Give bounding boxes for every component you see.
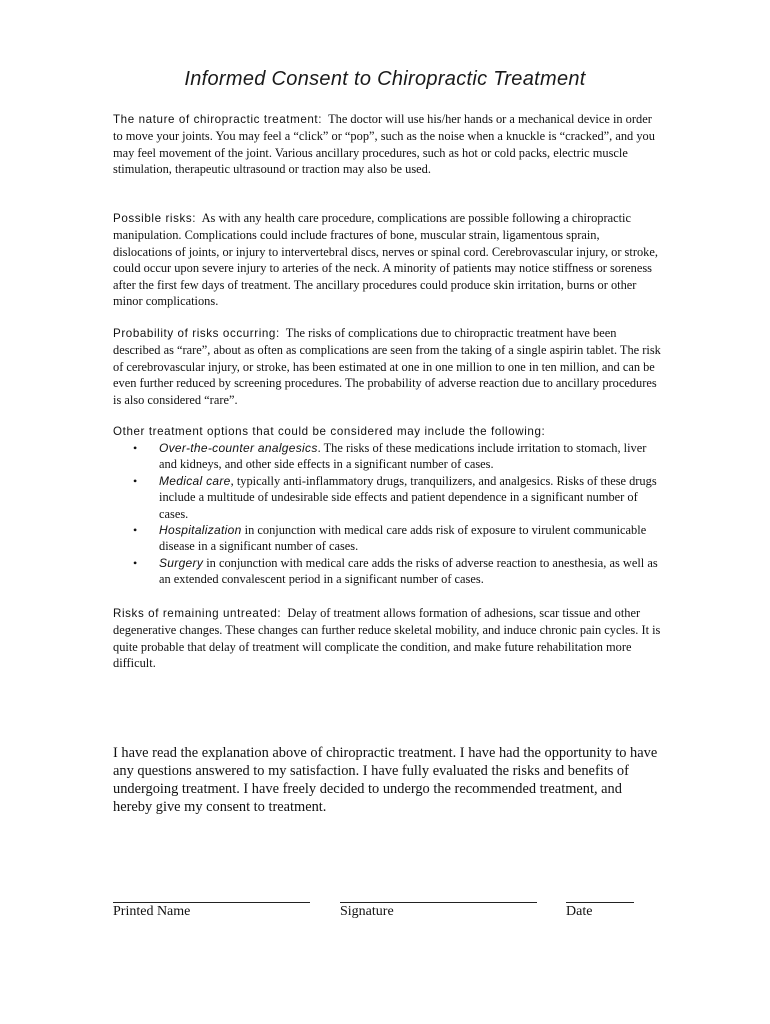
section-options-heading: Other treatment options that could be considered may include the following: xyxy=(113,425,546,438)
option-term: Over-the-counter analgesics xyxy=(159,441,318,455)
section-probability xyxy=(113,325,661,408)
section-risks-heading: Possible risks: xyxy=(113,212,197,225)
section-probability-heading: Probability of risks occurring: xyxy=(113,327,280,340)
signature-line[interactable] xyxy=(340,902,537,903)
consent-statement: I have read the explanation above of chiropractic treatment. I have had the opportunity to have any questions answered to my satisfaction. I have fully evaluated the risks and benefits of undergoing treatment. I have freely decided to undergo the recommended treatment, and hereby give my consent to treatment. xyxy=(113,745,658,815)
list-item xyxy=(113,440,661,473)
bullet-icon: • xyxy=(133,441,138,455)
options-list xyxy=(113,440,661,588)
option-text: in conjunction with medical care adds the risks of adverse reaction to anesthesia, as well as an extended convalescent period in a significant number of cases. xyxy=(159,555,658,587)
section-risks-text: As with any health care procedure, complications are possible following a chiropractic manipulation. Complications could include fractures of bone, muscular strain, ligamentous sprain, dislocations of joints, or injury to intervertebral discs, nerves or spinal cord. Cerebrovascular injury, or stroke, could occur upon severe injury to arteries of the neck. A minority of patients may notice stiffness or soreness after the first few days of treatment. The ancillary procedures could produce skin irritation, burns or other minor complications. xyxy=(113,211,658,309)
bullet-icon: • xyxy=(133,473,138,488)
section-nature-text: The doctor will use his/her hands or a mechanical device in order to move your joints. You may feel a “click” or “pop”, such as the noise when a knuckle is “cracked”, and you may feel movement of the joint. Various ancillary procedures, such as hot or cold packs, electric muscle stimulation, therapeutic ultrasound or traction may also be used. xyxy=(113,112,655,177)
option-text: . The risks of these medications include irritation to stomach, liver and kidneys, and other side effects in a significant number of cases. xyxy=(159,441,647,472)
section-nature-heading: The nature of chiropractic treatment: xyxy=(113,113,323,126)
date-label: Date xyxy=(566,904,593,919)
printed-name-line[interactable] xyxy=(113,902,310,903)
section-untreated xyxy=(113,605,661,672)
signature-label: Signature xyxy=(340,904,394,919)
list-item xyxy=(113,555,661,588)
section-untreated-text: Delay of treatment allows formation of adhesions, scar tissue and other degenerative changes. These changes can further reduce skeletal mobility, and induce chronic pain cycles. It is quite probable that delay of treatment will complicate the condition, and make future rehabilitation more difficult. xyxy=(113,606,661,671)
option-term: Surgery xyxy=(159,555,204,570)
option-term: Medical care xyxy=(159,473,231,488)
list-item xyxy=(113,522,661,555)
bullet-icon: • xyxy=(133,523,138,538)
section-probability-text: The risks of complications due to chiropractic treatment have been described as “rare”, about as often as complications are seen from the taking of a single aspirin tablet. The risk of cerebrovascular injury, or stroke, has been estimated at one in one million to one in ten million, and can be even further reduced by screening procedures. The probability of adverse reaction due to ancillary procedures is also considered “rare”. xyxy=(113,326,661,407)
date-line[interactable] xyxy=(566,902,634,903)
section-options xyxy=(113,423,661,440)
section-risks xyxy=(113,210,661,309)
section-untreated-heading: Risks of remaining untreated: xyxy=(113,607,282,620)
list-item xyxy=(113,473,661,522)
document-title: Informed Consent to Chiropractic Treatment xyxy=(184,68,586,90)
printed-name-label: Printed Name xyxy=(113,904,191,919)
option-text: in conjunction with medical care adds risk of exposure to virulent communicable disease in a significant number of cases. xyxy=(159,523,647,554)
option-term: Hospitalization xyxy=(159,523,242,538)
bullet-icon: • xyxy=(133,555,138,570)
section-nature xyxy=(113,111,661,178)
option-text: , typically anti-inflammatory drugs, tranquilizers, and analgesics. Risks of these drugs include a multitude of undesirable side effects and patient dependence in a significant number of cases. xyxy=(159,473,657,521)
